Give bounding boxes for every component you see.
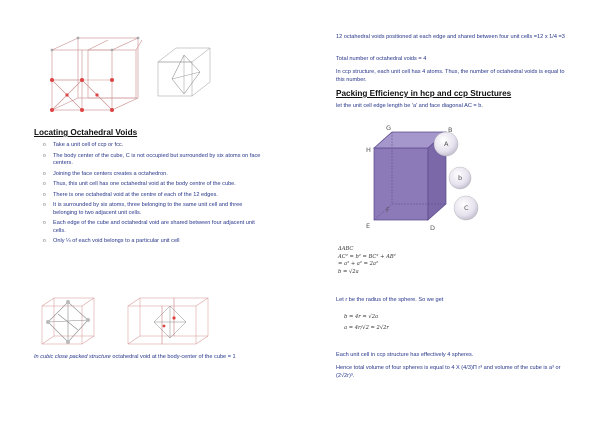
list-item: o Only ¼ of each void belongs to a particular unit cell — [34, 238, 266, 245]
spheres-count-paragraph: Each unit cell in ccp structure has effectively 4 spheres. — [336, 352, 474, 358]
octahedral-void-figure — [36, 296, 216, 348]
label-f: F — [386, 206, 390, 214]
label-e: E — [366, 222, 371, 230]
label-c: C — [464, 204, 469, 212]
math-line: a = 4r/√2 = 2√2r — [344, 324, 389, 331]
label-g: G — [386, 124, 392, 132]
label-d: D — [430, 224, 436, 232]
radius-paragraph: Let r be the radius of the sphere. So we get — [336, 297, 444, 303]
math-line: ΔABC — [338, 246, 354, 252]
math-line: b = 4r = √2a — [344, 314, 379, 320]
label-b-sphere: b — [458, 174, 463, 182]
label-b: B — [448, 126, 453, 134]
math-line: b = √2a — [338, 268, 359, 275]
edge-length-paragraph: let the unit cell edge length be 'a' and face diagonal AC = b. — [336, 103, 483, 109]
locating-octahedral-voids-heading: Locating Octahedral Voids — [34, 128, 138, 137]
list-item: o There is one octahedral void at the centre of each of the 12 edges. — [34, 192, 266, 199]
caption-text: octahedral void at the body-center of the cube = 1 — [110, 354, 236, 360]
list-item: o Joining the face centers creates a octahedron. — [34, 171, 266, 178]
ccp-atoms-paragraph: In ccp structure, each unit cell has 4 atoms. Thus, the number of octahedral voids is equal to this number. — [336, 69, 565, 83]
list-item: o Take a unit cell of ccp or fcc. — [34, 142, 266, 149]
label-h: H — [366, 146, 371, 154]
list-item: o Thus, this unit cell has one octahedral void at the body centre of the cube. — [34, 181, 266, 188]
volume-paragraph: Hence total volume of four spheres is equal to 4 X (4/3)Π r³ and volume of the cube is a³ or (2√2r)³. — [336, 365, 561, 379]
fcc-lattice-figure — [42, 32, 212, 124]
list-item: o It is surrounded by six atoms, three belonging to the same unit cell and three belonging to two adjacent unit cells. — [34, 202, 266, 217]
math-line: AC² = b² = BC² + AB² — [338, 253, 396, 260]
math-line: = a² + a² = 2a² — [338, 261, 379, 268]
left-column — [34, 0, 270, 424]
math-radius — [344, 314, 444, 332]
list-item: o The body center of the cube, C is not occupied but surrounded by six atoms on face centers. — [34, 153, 266, 168]
unit-cell-cube-figure — [352, 120, 484, 242]
total-voids-paragraph: Total number of octahedral voids = 4 — [336, 56, 427, 62]
edge-voids-paragraph: 12 octahedral voids positioned at each edge and shared between four unit cells =12 x 1/4 =3 — [336, 34, 565, 40]
label-a: A — [444, 140, 449, 148]
list-item: o Each edge of the cube and octahedral void are shared between four adjacent unit cells. — [34, 220, 266, 235]
math-derivation — [338, 246, 438, 276]
octahedral-bullet-list — [34, 142, 266, 249]
right-column — [336, 0, 576, 424]
packing-efficiency-heading: Packing Efficiency in hcp and ccp Structures — [336, 89, 512, 98]
caption-italic: In cubic close packed structure — [34, 354, 111, 360]
octahedral-caption — [34, 354, 264, 362]
